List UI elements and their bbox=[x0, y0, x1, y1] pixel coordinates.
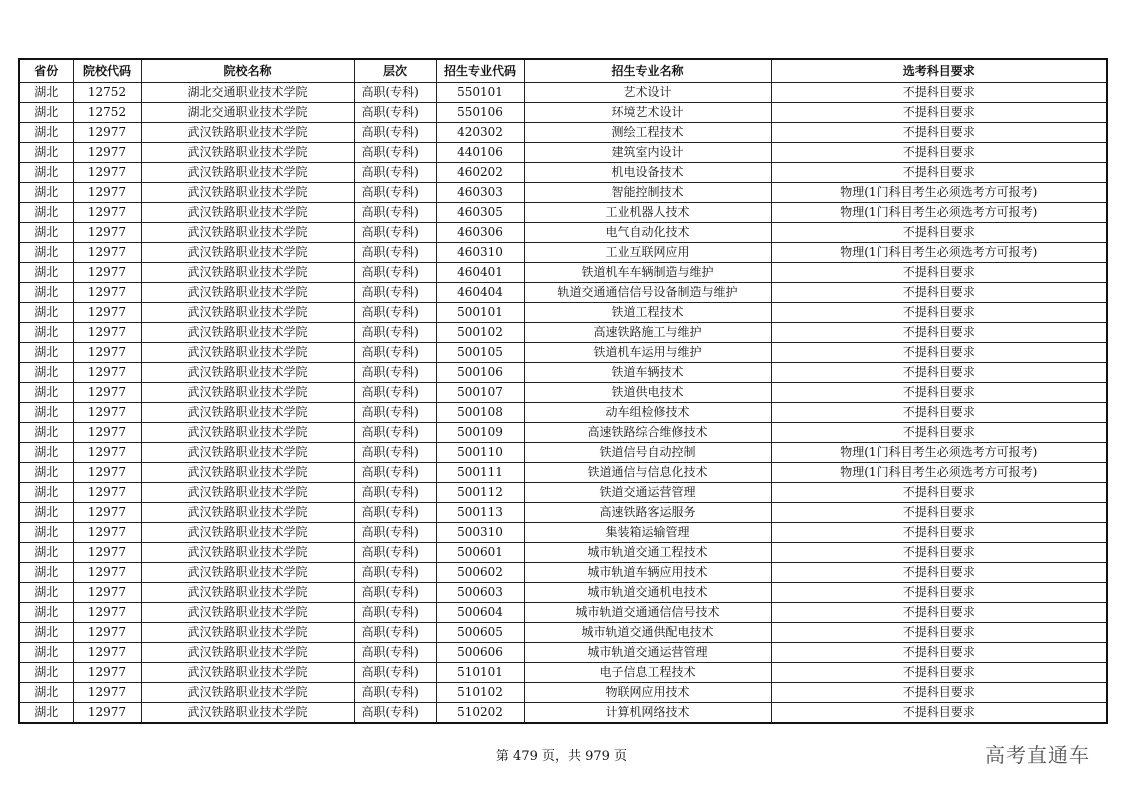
cell-province: 湖北 bbox=[19, 463, 73, 483]
table-row bbox=[19, 603, 1107, 623]
cell-school-code: 12977 bbox=[73, 563, 141, 583]
cell-major-code: 500112 bbox=[436, 483, 524, 503]
cell-subject-requirement: 物理(1门科目考生必须选考方可报考) bbox=[771, 243, 1107, 263]
cell-level: 高职(专科) bbox=[354, 443, 436, 463]
cell-school-name: 武汉铁路职业技术学院 bbox=[141, 683, 354, 703]
cell-major-code: 500106 bbox=[436, 363, 524, 383]
cell-major-code: 460310 bbox=[436, 243, 524, 263]
table-row bbox=[19, 383, 1107, 403]
cell-major-code: 510202 bbox=[436, 703, 524, 724]
table-row bbox=[19, 663, 1107, 683]
cell-major-name: 测绘工程技术 bbox=[524, 123, 771, 143]
cell-level: 高职(专科) bbox=[354, 603, 436, 623]
cell-school-name: 武汉铁路职业技术学院 bbox=[141, 143, 354, 163]
table-row bbox=[19, 183, 1107, 203]
cell-school-code: 12977 bbox=[73, 423, 141, 443]
cell-major-code: 500107 bbox=[436, 383, 524, 403]
cell-school-name: 武汉铁路职业技术学院 bbox=[141, 243, 354, 263]
cell-province: 湖北 bbox=[19, 283, 73, 303]
cell-school-code: 12977 bbox=[73, 383, 141, 403]
table-row bbox=[19, 143, 1107, 163]
cell-level: 高职(专科) bbox=[354, 503, 436, 523]
cell-level: 高职(专科) bbox=[354, 643, 436, 663]
cell-school-name: 武汉铁路职业技术学院 bbox=[141, 443, 354, 463]
cell-school-name: 武汉铁路职业技术学院 bbox=[141, 703, 354, 724]
cell-province: 湖北 bbox=[19, 343, 73, 363]
cell-subject-requirement: 不提科目要求 bbox=[771, 603, 1107, 623]
cell-subject-requirement: 不提科目要求 bbox=[771, 103, 1107, 123]
cell-subject-requirement: 不提科目要求 bbox=[771, 283, 1107, 303]
cell-major-code: 500310 bbox=[436, 523, 524, 543]
cell-major-code: 500109 bbox=[436, 423, 524, 443]
cell-major-name: 城市轨道交通运营管理 bbox=[524, 643, 771, 663]
cell-province: 湖北 bbox=[19, 383, 73, 403]
cell-school-name: 武汉铁路职业技术学院 bbox=[141, 363, 354, 383]
cell-level: 高职(专科) bbox=[354, 623, 436, 643]
cell-subject-requirement: 不提科目要求 bbox=[771, 663, 1107, 683]
cell-subject-requirement: 不提科目要求 bbox=[771, 263, 1107, 283]
cell-level: 高职(专科) bbox=[354, 83, 436, 103]
cell-major-name: 城市轨道交通机电技术 bbox=[524, 583, 771, 603]
cell-subject-requirement: 不提科目要求 bbox=[771, 303, 1107, 323]
cell-province: 湖北 bbox=[19, 123, 73, 143]
cell-major-name: 物联网应用技术 bbox=[524, 683, 771, 703]
cell-major-code: 550101 bbox=[436, 83, 524, 103]
cell-subject-requirement: 不提科目要求 bbox=[771, 83, 1107, 103]
cell-school-name: 武汉铁路职业技术学院 bbox=[141, 463, 354, 483]
table-row bbox=[19, 303, 1107, 323]
cell-subject-requirement: 不提科目要求 bbox=[771, 363, 1107, 383]
cell-major-name: 艺术设计 bbox=[524, 83, 771, 103]
cell-major-name: 铁道供电技术 bbox=[524, 383, 771, 403]
cell-school-code: 12977 bbox=[73, 643, 141, 663]
cell-major-name: 智能控制技术 bbox=[524, 183, 771, 203]
cell-level: 高职(专科) bbox=[354, 363, 436, 383]
cell-province: 湖北 bbox=[19, 203, 73, 223]
cell-school-code: 12752 bbox=[73, 83, 141, 103]
cell-province: 湖北 bbox=[19, 403, 73, 423]
cell-school-code: 12977 bbox=[73, 163, 141, 183]
cell-school-name: 武汉铁路职业技术学院 bbox=[141, 123, 354, 143]
cell-province: 湖北 bbox=[19, 243, 73, 263]
table-row bbox=[19, 643, 1107, 663]
cell-major-name: 集装箱运输管理 bbox=[524, 523, 771, 543]
cell-school-name: 武汉铁路职业技术学院 bbox=[141, 483, 354, 503]
cell-province: 湖北 bbox=[19, 603, 73, 623]
cell-province: 湖北 bbox=[19, 563, 73, 583]
table-row bbox=[19, 583, 1107, 603]
table-row bbox=[19, 203, 1107, 223]
cell-school-name: 武汉铁路职业技术学院 bbox=[141, 643, 354, 663]
cell-school-name: 武汉铁路职业技术学院 bbox=[141, 603, 354, 623]
cell-school-name: 武汉铁路职业技术学院 bbox=[141, 623, 354, 643]
cell-major-code: 500113 bbox=[436, 503, 524, 523]
cell-major-code: 500101 bbox=[436, 303, 524, 323]
cell-level: 高职(专科) bbox=[354, 223, 436, 243]
cell-province: 湖北 bbox=[19, 683, 73, 703]
cell-major-name: 电气自动化技术 bbox=[524, 223, 771, 243]
cell-province: 湖北 bbox=[19, 423, 73, 443]
cell-school-code: 12977 bbox=[73, 463, 141, 483]
cell-level: 高职(专科) bbox=[354, 683, 436, 703]
cell-major-code: 500602 bbox=[436, 563, 524, 583]
cell-major-code: 510102 bbox=[436, 683, 524, 703]
cell-province: 湖北 bbox=[19, 163, 73, 183]
table-row bbox=[19, 343, 1107, 363]
cell-level: 高职(专科) bbox=[354, 663, 436, 683]
cell-level: 高职(专科) bbox=[354, 423, 436, 443]
cell-school-name: 湖北交通职业技术学院 bbox=[141, 83, 354, 103]
cell-school-name: 武汉铁路职业技术学院 bbox=[141, 223, 354, 243]
cell-subject-requirement: 不提科目要求 bbox=[771, 503, 1107, 523]
cell-subject-requirement: 不提科目要求 bbox=[771, 323, 1107, 343]
cell-subject-requirement: 不提科目要求 bbox=[771, 403, 1107, 423]
cell-major-name: 工业互联网应用 bbox=[524, 243, 771, 263]
cell-school-code: 12977 bbox=[73, 363, 141, 383]
cell-school-code: 12977 bbox=[73, 503, 141, 523]
admission-table bbox=[18, 58, 1108, 724]
cell-school-name: 武汉铁路职业技术学院 bbox=[141, 303, 354, 323]
cell-subject-requirement: 不提科目要求 bbox=[771, 163, 1107, 183]
cell-major-name: 城市轨道车辆应用技术 bbox=[524, 563, 771, 583]
cell-level: 高职(专科) bbox=[354, 203, 436, 223]
cell-major-name: 工业机器人技术 bbox=[524, 203, 771, 223]
cell-province: 湖北 bbox=[19, 663, 73, 683]
cell-subject-requirement: 不提科目要求 bbox=[771, 143, 1107, 163]
cell-subject-requirement: 不提科目要求 bbox=[771, 643, 1107, 663]
cell-province: 湖北 bbox=[19, 83, 73, 103]
cell-school-code: 12977 bbox=[73, 663, 141, 683]
cell-major-name: 铁道通信与信息化技术 bbox=[524, 463, 771, 483]
cell-major-name: 铁道机车车辆制造与维护 bbox=[524, 263, 771, 283]
cell-school-code: 12977 bbox=[73, 683, 141, 703]
cell-subject-requirement: 不提科目要求 bbox=[771, 423, 1107, 443]
cell-school-name: 武汉铁路职业技术学院 bbox=[141, 323, 354, 343]
cell-major-name: 铁道交通运营管理 bbox=[524, 483, 771, 503]
cell-school-code: 12977 bbox=[73, 523, 141, 543]
table-row bbox=[19, 463, 1107, 483]
table-row bbox=[19, 443, 1107, 463]
cell-school-name: 武汉铁路职业技术学院 bbox=[141, 383, 354, 403]
cell-school-code: 12977 bbox=[73, 483, 141, 503]
cell-province: 湖北 bbox=[19, 543, 73, 563]
cell-province: 湖北 bbox=[19, 623, 73, 643]
cell-major-code: 500606 bbox=[436, 643, 524, 663]
cell-major-code: 500605 bbox=[436, 623, 524, 643]
cell-major-name: 铁道工程技术 bbox=[524, 303, 771, 323]
cell-subject-requirement: 不提科目要求 bbox=[771, 483, 1107, 503]
cell-province: 湖北 bbox=[19, 143, 73, 163]
header-province: 省份 bbox=[19, 59, 73, 83]
cell-province: 湖北 bbox=[19, 643, 73, 663]
cell-subject-requirement: 物理(1门科目考生必须选考方可报考) bbox=[771, 443, 1107, 463]
header-school-name: 院校名称 bbox=[141, 59, 354, 83]
cell-subject-requirement: 不提科目要求 bbox=[771, 343, 1107, 363]
table-row bbox=[19, 623, 1107, 643]
cell-level: 高职(专科) bbox=[354, 463, 436, 483]
table-row bbox=[19, 503, 1107, 523]
cell-province: 湖北 bbox=[19, 183, 73, 203]
cell-school-code: 12977 bbox=[73, 443, 141, 463]
cell-school-code: 12977 bbox=[73, 343, 141, 363]
cell-major-code: 460305 bbox=[436, 203, 524, 223]
table-row bbox=[19, 683, 1107, 703]
cell-school-code: 12977 bbox=[73, 323, 141, 343]
cell-major-name: 轨道交通通信信号设备制造与维护 bbox=[524, 283, 771, 303]
cell-subject-requirement: 物理(1门科目考生必须选考方可报考) bbox=[771, 203, 1107, 223]
table-body bbox=[19, 83, 1107, 724]
table-row bbox=[19, 123, 1107, 143]
cell-school-name: 武汉铁路职业技术学院 bbox=[141, 583, 354, 603]
cell-school-name: 武汉铁路职业技术学院 bbox=[141, 423, 354, 443]
cell-school-code: 12977 bbox=[73, 243, 141, 263]
cell-level: 高职(专科) bbox=[354, 563, 436, 583]
cell-major-name: 铁道信号自动控制 bbox=[524, 443, 771, 463]
table-row bbox=[19, 703, 1107, 724]
cell-school-code: 12977 bbox=[73, 403, 141, 423]
cell-subject-requirement: 不提科目要求 bbox=[771, 583, 1107, 603]
cell-level: 高职(专科) bbox=[354, 263, 436, 283]
cell-subject-requirement: 不提科目要求 bbox=[771, 223, 1107, 243]
cell-level: 高职(专科) bbox=[354, 243, 436, 263]
cell-school-name: 武汉铁路职业技术学院 bbox=[141, 563, 354, 583]
cell-school-name: 武汉铁路职业技术学院 bbox=[141, 183, 354, 203]
cell-school-code: 12752 bbox=[73, 103, 141, 123]
cell-level: 高职(专科) bbox=[354, 143, 436, 163]
cell-school-name: 武汉铁路职业技术学院 bbox=[141, 543, 354, 563]
cell-subject-requirement: 不提科目要求 bbox=[771, 623, 1107, 643]
cell-major-name: 城市轨道交通通信信号技术 bbox=[524, 603, 771, 623]
cell-major-code: 460303 bbox=[436, 183, 524, 203]
cell-school-name: 武汉铁路职业技术学院 bbox=[141, 343, 354, 363]
cell-subject-requirement: 物理(1门科目考生必须选考方可报考) bbox=[771, 463, 1107, 483]
cell-province: 湖北 bbox=[19, 703, 73, 724]
cell-province: 湖北 bbox=[19, 323, 73, 343]
cell-school-name: 武汉铁路职业技术学院 bbox=[141, 503, 354, 523]
cell-level: 高职(专科) bbox=[354, 403, 436, 423]
cell-major-code: 500601 bbox=[436, 543, 524, 563]
cell-school-code: 12977 bbox=[73, 263, 141, 283]
cell-major-name: 高速铁路综合维修技术 bbox=[524, 423, 771, 443]
header-school-code: 院校代码 bbox=[73, 59, 141, 83]
cell-subject-requirement: 不提科目要求 bbox=[771, 703, 1107, 724]
cell-major-name: 高速铁路客运服务 bbox=[524, 503, 771, 523]
cell-level: 高职(专科) bbox=[354, 343, 436, 363]
cell-school-code: 12977 bbox=[73, 303, 141, 323]
cell-major-code: 500102 bbox=[436, 323, 524, 343]
cell-level: 高职(专科) bbox=[354, 543, 436, 563]
cell-level: 高职(专科) bbox=[354, 323, 436, 343]
watermark-logo-text: 高考直通车 bbox=[985, 743, 1090, 767]
table-row bbox=[19, 263, 1107, 283]
header-major-code: 招生专业代码 bbox=[436, 59, 524, 83]
cell-province: 湖北 bbox=[19, 583, 73, 603]
cell-school-code: 12977 bbox=[73, 223, 141, 243]
table-row bbox=[19, 323, 1107, 343]
cell-school-code: 12977 bbox=[73, 123, 141, 143]
cell-school-name: 武汉铁路职业技术学院 bbox=[141, 283, 354, 303]
cell-school-code: 12977 bbox=[73, 583, 141, 603]
page-number: 第 479 页，共 979 页 bbox=[495, 749, 628, 764]
cell-major-code: 440106 bbox=[436, 143, 524, 163]
cell-school-code: 12977 bbox=[73, 183, 141, 203]
cell-level: 高职(专科) bbox=[354, 383, 436, 403]
cell-province: 湖北 bbox=[19, 103, 73, 123]
cell-major-name: 动车组检修技术 bbox=[524, 403, 771, 423]
cell-major-code: 500604 bbox=[436, 603, 524, 623]
cell-subject-requirement: 不提科目要求 bbox=[771, 543, 1107, 563]
cell-level: 高职(专科) bbox=[354, 703, 436, 724]
cell-school-name: 武汉铁路职业技术学院 bbox=[141, 263, 354, 283]
cell-province: 湖北 bbox=[19, 263, 73, 283]
cell-province: 湖北 bbox=[19, 503, 73, 523]
cell-school-code: 12977 bbox=[73, 543, 141, 563]
cell-major-code: 510101 bbox=[436, 663, 524, 683]
cell-level: 高职(专科) bbox=[354, 283, 436, 303]
table-row bbox=[19, 103, 1107, 123]
cell-major-code: 460306 bbox=[436, 223, 524, 243]
cell-province: 湖北 bbox=[19, 363, 73, 383]
cell-province: 湖北 bbox=[19, 523, 73, 543]
cell-subject-requirement: 物理(1门科目考生必须选考方可报考) bbox=[771, 183, 1107, 203]
cell-subject-requirement: 不提科目要求 bbox=[771, 523, 1107, 543]
cell-subject-requirement: 不提科目要求 bbox=[771, 563, 1107, 583]
cell-major-name: 铁道车辆技术 bbox=[524, 363, 771, 383]
cell-school-code: 12977 bbox=[73, 623, 141, 643]
cell-level: 高职(专科) bbox=[354, 103, 436, 123]
cell-major-name: 城市轨道交通工程技术 bbox=[524, 543, 771, 563]
cell-school-name: 武汉铁路职业技术学院 bbox=[141, 523, 354, 543]
cell-school-code: 12977 bbox=[73, 703, 141, 724]
cell-subject-requirement: 不提科目要求 bbox=[771, 383, 1107, 403]
cell-level: 高职(专科) bbox=[354, 123, 436, 143]
table-row bbox=[19, 363, 1107, 383]
cell-level: 高职(专科) bbox=[354, 163, 436, 183]
cell-major-code: 460202 bbox=[436, 163, 524, 183]
cell-level: 高职(专科) bbox=[354, 523, 436, 543]
cell-major-name: 计算机网络技术 bbox=[524, 703, 771, 724]
header-level: 层次 bbox=[354, 59, 436, 83]
cell-school-name: 武汉铁路职业技术学院 bbox=[141, 403, 354, 423]
cell-subject-requirement: 不提科目要求 bbox=[771, 123, 1107, 143]
table-row bbox=[19, 423, 1107, 443]
cell-major-name: 电子信息工程技术 bbox=[524, 663, 771, 683]
cell-major-code: 500111 bbox=[436, 463, 524, 483]
cell-major-code: 420302 bbox=[436, 123, 524, 143]
table-row bbox=[19, 403, 1107, 423]
header-subject-requirement: 选考科目要求 bbox=[771, 59, 1107, 83]
cell-province: 湖北 bbox=[19, 223, 73, 243]
cell-major-name: 城市轨道交通供配电技术 bbox=[524, 623, 771, 643]
cell-province: 湖北 bbox=[19, 483, 73, 503]
cell-major-name: 铁道机车运用与维护 bbox=[524, 343, 771, 363]
cell-level: 高职(专科) bbox=[354, 183, 436, 203]
table-row bbox=[19, 283, 1107, 303]
cell-major-name: 环境艺术设计 bbox=[524, 103, 771, 123]
cell-province: 湖北 bbox=[19, 303, 73, 323]
cell-major-name: 机电设备技术 bbox=[524, 163, 771, 183]
table-row bbox=[19, 243, 1107, 263]
cell-school-code: 12977 bbox=[73, 283, 141, 303]
cell-major-code: 500108 bbox=[436, 403, 524, 423]
cell-school-name: 武汉铁路职业技术学院 bbox=[141, 163, 354, 183]
cell-major-name: 建筑室内设计 bbox=[524, 143, 771, 163]
cell-school-name: 湖北交通职业技术学院 bbox=[141, 103, 354, 123]
cell-major-name: 高速铁路施工与维护 bbox=[524, 323, 771, 343]
cell-school-code: 12977 bbox=[73, 603, 141, 623]
table-row bbox=[19, 563, 1107, 583]
cell-school-name: 武汉铁路职业技术学院 bbox=[141, 663, 354, 683]
table-row bbox=[19, 163, 1107, 183]
cell-major-code: 460404 bbox=[436, 283, 524, 303]
cell-level: 高职(专科) bbox=[354, 303, 436, 323]
header-major-name: 招生专业名称 bbox=[524, 59, 771, 83]
cell-school-name: 武汉铁路职业技术学院 bbox=[141, 203, 354, 223]
cell-level: 高职(专科) bbox=[354, 483, 436, 503]
table-row bbox=[19, 83, 1107, 103]
cell-major-code: 550106 bbox=[436, 103, 524, 123]
table-header-row bbox=[19, 59, 1107, 83]
cell-major-code: 500105 bbox=[436, 343, 524, 363]
cell-major-code: 460401 bbox=[436, 263, 524, 283]
cell-school-code: 12977 bbox=[73, 203, 141, 223]
cell-subject-requirement: 不提科目要求 bbox=[771, 683, 1107, 703]
cell-major-code: 500603 bbox=[436, 583, 524, 603]
cell-level: 高职(专科) bbox=[354, 583, 436, 603]
table-row bbox=[19, 483, 1107, 503]
table-row bbox=[19, 223, 1107, 243]
cell-major-code: 500110 bbox=[436, 443, 524, 463]
cell-province: 湖北 bbox=[19, 443, 73, 463]
table-row bbox=[19, 543, 1107, 563]
cell-school-code: 12977 bbox=[73, 143, 141, 163]
table-row bbox=[19, 523, 1107, 543]
